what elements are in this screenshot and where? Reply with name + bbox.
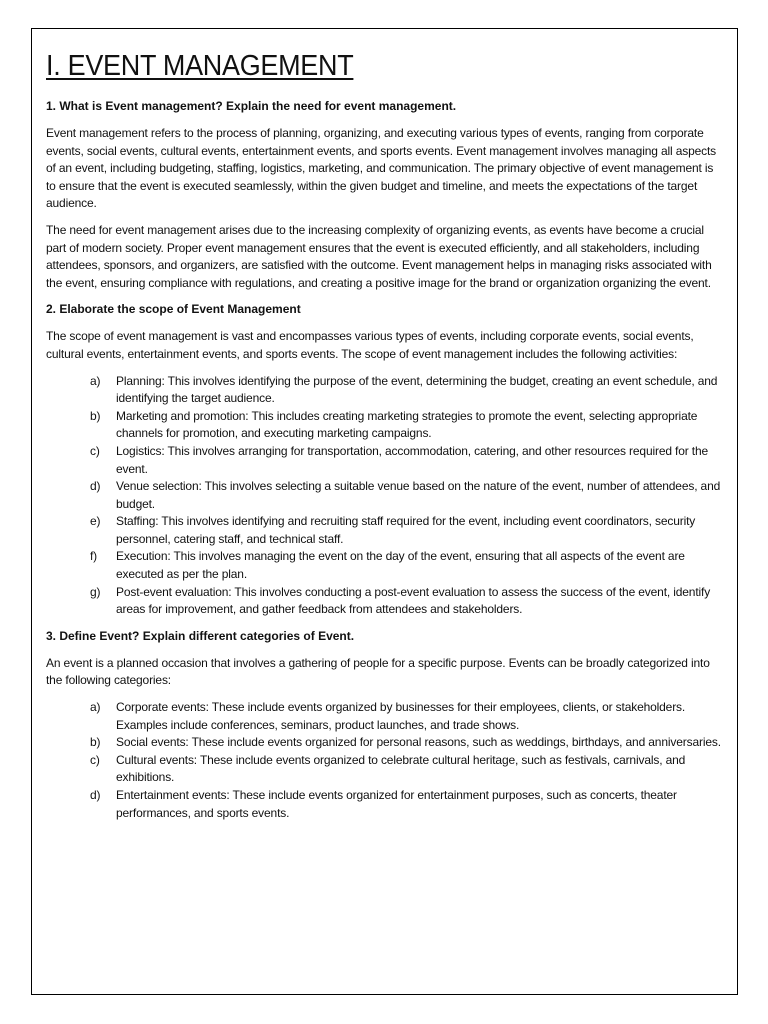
paragraph: Event management refers to the process of planning, organizing, and executing various types of events, ranging from corporate events, social events, cultural events, entertainment events, and sports events. Event management involves managing all aspects of an event, including budgeting, staffing, logistics, marketing, and communication. The primary objective of event management is to ensure that the event is executed seamlessly, within the given budget and timeline, and meets the expectations of the target audience. (46, 126, 716, 211)
section-heading: 3. Define Event? Explain different categories of Event. (46, 628, 355, 643)
list-item-text: Entertainment events: These include events organized for entertainment purposes, such as concerts, theater performances, and sports events. (116, 788, 677, 820)
scope-list (46, 373, 726, 619)
list-marker: b) (90, 735, 101, 750)
list-item-text: Post-event evaluation: This involves conducting a post-event evaluation to assess the success of the event, identify areas for improvement, and gather feedback from attendees and stakeholders. (116, 584, 711, 617)
list-item (90, 443, 726, 478)
section-heading: 1. What is Event management? Explain the need for event management. (46, 99, 457, 113)
list-marker: f) (90, 549, 98, 564)
document-content (46, 46, 726, 831)
list-item (90, 408, 726, 443)
list-item-text: Logistics: This involves arranging for transportation, accommodation, catering, and other resources required for the event. (116, 443, 709, 476)
paragraph: The need for event management arises due to the increasing complexity of organizing events, as events have become a crucial part of modern society. Proper event management ensures that the event is executed efficiently, and all stakeholders, including attendees, sponsors, and organizers, are satisfied with the outcome. Event management helps in managing risks associated with the event, ensuring compliance with regulations, and creating a positive image for the brand or organization organizing the event. (46, 222, 712, 290)
categories-list (46, 699, 726, 822)
section-heading: 2. Elaborate the scope of Event Management (46, 302, 301, 317)
list-item (90, 734, 726, 752)
list-item (90, 584, 726, 619)
paragraph: The scope of event management is vast and encompasses various types of events, including corporate events, social events, cultural events, entertainment events, and sports events. The scope of event management includes the following activities: (46, 329, 694, 361)
list-marker: d) (90, 479, 101, 494)
list-item (90, 373, 726, 408)
section-3 (46, 628, 726, 822)
list-marker: d) (90, 788, 101, 802)
list-item-text: Planning: This involves identifying the purpose of the event, determining the budget, creating an event schedule, and identifying the target audience. (116, 373, 718, 406)
list-marker: a) (90, 373, 101, 388)
list-marker: c) (90, 752, 100, 767)
list-marker: g) (90, 584, 101, 599)
list-item-text: Corporate events: These include events organized by businesses for their employees, clients, or stakeholders. Examples include conferences, seminars, product launches, and trade shows. (116, 700, 686, 732)
paragraph: An event is a planned occasion that involves a gathering of people for a specific purpose. Events can be broadly categorized into the following categories: (46, 655, 710, 688)
list-item (90, 699, 726, 734)
list-item-text: Cultural events: These include events organized to celebrate cultural heritage, such as festivals, carnivals, and exhibitions. (116, 752, 686, 785)
list-item (90, 478, 726, 513)
list-marker: b) (90, 408, 101, 423)
page-title: I. EVENT MANAGEMENT (46, 50, 354, 82)
list-marker: c) (90, 443, 100, 458)
list-item-text: Social events: These include events organized for personal reasons, such as weddings, birthdays, and anniversaries. (116, 735, 721, 750)
list-marker: e) (90, 514, 101, 529)
list-item-text: Marketing and promotion: This includes creating marketing strategies to promote the event, selecting appropriate channels for promotion, and executing marketing campaigns. (116, 408, 698, 441)
list-item (90, 787, 726, 822)
list-item-text: Venue selection: This involves selecting a suitable venue based on the nature of the event, number of attendees, and budget. (116, 479, 721, 511)
section-1 (46, 98, 726, 292)
section-2 (46, 301, 726, 619)
list-item-text: Execution: This involves managing the event on the day of the event, ensuring that all aspects of the event are executed as per the plan. (116, 549, 685, 582)
list-marker: a) (90, 700, 101, 715)
list-item (90, 513, 726, 548)
list-item (90, 548, 726, 583)
list-item (90, 752, 726, 787)
list-item-text: Staffing: This involves identifying and recruiting staff required for the event, including event coordinators, security personnel, catering staff, and technical staff. (116, 514, 696, 546)
